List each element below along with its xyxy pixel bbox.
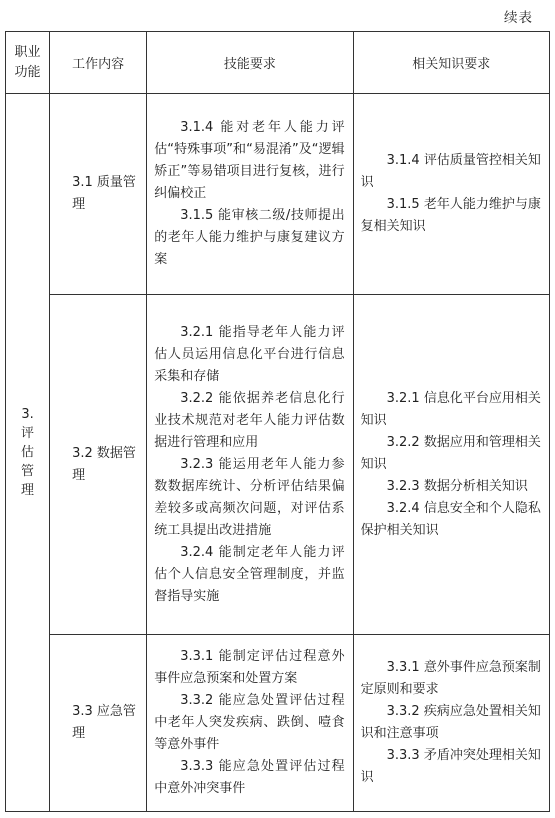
knowledge-item: 3.1.4 评估质量管控相关知识	[360, 153, 541, 191]
work-content-cell: 3.2 数据管理	[50, 295, 147, 634]
knowledge-item: 3.1.5 老年人能力维护与康复相关知识	[360, 197, 541, 235]
table-row	[6, 295, 550, 634]
skill-cell	[147, 634, 353, 811]
knowledge-item: 3.3.1 意外事件应急预案制定原则和要求	[360, 659, 541, 697]
skill-item: 3.3.3 能应急处置评估过程中意外冲突事件	[154, 758, 345, 796]
skill-cell	[147, 94, 353, 295]
work-content-cell: 3.3 应急管理	[50, 634, 147, 811]
function-number: 3.	[21, 407, 34, 423]
knowledge-item: 3.3.3 矛盾冲突处理相关知识	[360, 747, 541, 785]
knowledge-item: 3.2.3 数据分析相关知识	[386, 478, 528, 494]
skill-item: 3.3.2 能应急处置评估过程中老年人突发疾病、跌倒、噎食等意外事件	[154, 692, 345, 752]
skill-item: 3.3.1 能制定评估过程意外事件应急预案和处置方案	[154, 648, 345, 686]
header-row	[6, 32, 550, 94]
skill-cell	[147, 295, 353, 634]
function-char: 评	[21, 426, 35, 442]
knowledge-item: 3.2.4 信息安全和个人隐私保护相关知识	[360, 500, 541, 538]
skill-item: 3.1.4 能对老年人能力评估“特殊事项”和“易混淆”及“逻辑矫正”等易错项目进行复核，进行纠偏校正	[154, 120, 345, 202]
knowledge-item: 3.3.2 疾病应急处置相关知识和注意事项	[360, 703, 541, 741]
header-function	[6, 32, 50, 94]
skill-item: 3.2.4 能制定老年人能力评估个人信息安全管理制度，并监督指导实施	[154, 544, 345, 604]
skill-item: 3.2.2 能依据养老信息化行业技术规范对老年人能力评估数据进行管理和应用	[154, 390, 345, 450]
function-char: 管	[21, 464, 35, 480]
header-work: 工作内容	[50, 32, 147, 94]
function-char: 理	[21, 483, 35, 499]
competency-table	[5, 31, 550, 812]
knowledge-cell	[353, 94, 549, 295]
table-row	[6, 94, 550, 295]
knowledge-item: 3.2.2 数据应用和管理相关知识	[360, 434, 541, 472]
function-cell	[6, 94, 50, 812]
skill-item: 3.1.5 能审核二级/技师提出的老年人能力维护与康复建议方案	[154, 208, 345, 268]
table-row	[6, 634, 550, 811]
work-content-cell: 3.1 质量管理	[50, 94, 147, 295]
skill-item: 3.2.1 能指导老年人能力评估人员运用信息化平台进行信息采集和存储	[154, 324, 345, 384]
knowledge-cell	[353, 295, 549, 634]
knowledge-item: 3.2.1 信息化平台应用相关知识	[360, 390, 541, 428]
header-function-text: 职业功能	[14, 44, 41, 80]
continued-label: 续表	[504, 10, 533, 26]
knowledge-cell	[353, 634, 549, 811]
header-skill: 技能要求	[147, 32, 353, 94]
skill-item: 3.2.3 能运用老年人能力参数数据库统计、分析评估结果偏差较多或高频次问题，对评估系统工具提出改进措施	[154, 456, 345, 538]
header-knowledge: 相关知识要求	[353, 32, 549, 94]
function-char: 估	[21, 445, 35, 461]
